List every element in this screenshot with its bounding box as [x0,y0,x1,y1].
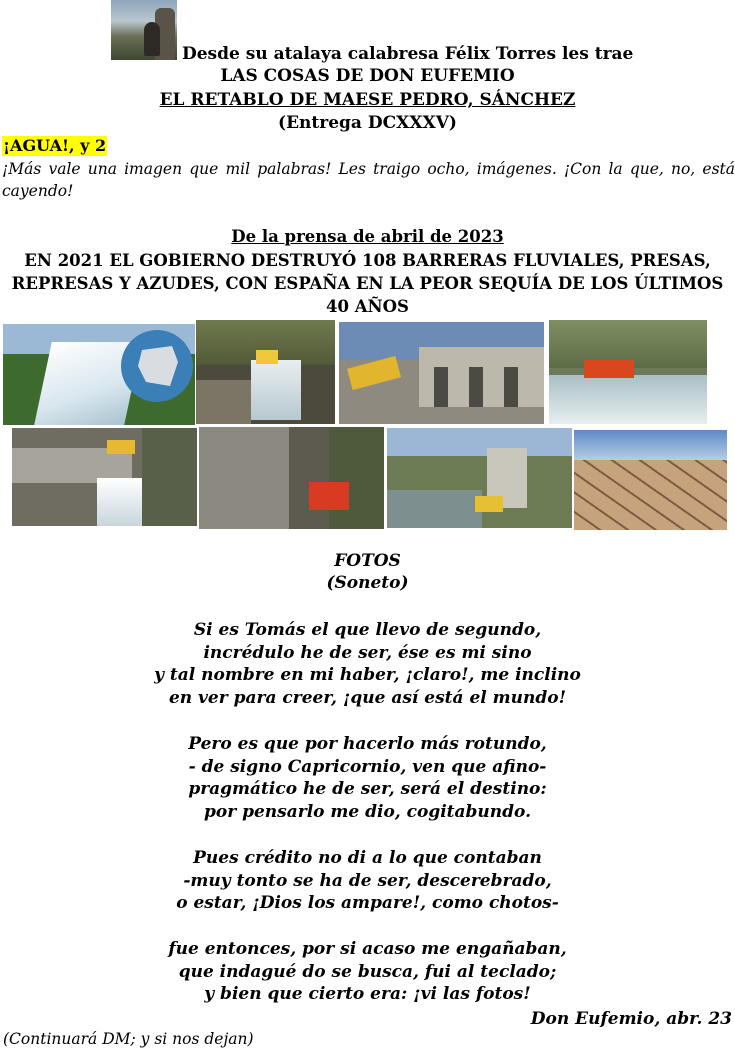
author-photo [111,0,177,60]
verse-line: y bien que cierto era: ¡vi las fotos! [204,984,531,1004]
stanza-3 [0,847,735,915]
press-date-heading: De la prensa de abril de 2023 [231,227,504,246]
verse-line: por pensarlo me dio, cogitabundo. [203,801,532,822]
verse-line: Pero es que por hacerlo más rotundo, [188,734,547,754]
photo-small-dam-waterfall [12,428,197,526]
headline-line-1: EN 2021 EL GOBIERNO DESTRUYÓ 108 BARRERAS FLUVIALES, PRESAS, [24,251,711,270]
stanza-1 [0,619,735,709]
series-title: LAS COSAS DE DON EUFEMIO [220,66,515,86]
signature: Don Eufemio, abr. 23 [530,1009,732,1029]
verse-line: -muy tonto se ha de ser, descerebrado, [183,870,552,891]
poem-subtitle: (Soneto) [326,573,409,593]
section-title: ¡AGUA!, y 2 [3,136,107,155]
photo-dam-excavator-yellow [387,428,572,528]
poem-title: FOTOS [334,551,401,571]
press-headline [0,249,735,318]
continued-note: (Continuará DM; y si nos dejan) [3,1030,254,1048]
verse-line: Si es Tomás el que llevo de segundo, [193,620,542,640]
photo-excavator-concrete [199,427,384,529]
verse-line: - de signo Capricornio, ven que afino- [188,756,547,777]
verse-line: en ver para creer, ¡que así está el mundo! [168,687,567,708]
headline-line-2: REPRESAS Y AZUDES, CON ESPAÑA EN LA PEOR SEQUÍA DE LOS ÚLTIMOS 40 AÑOS [11,274,724,316]
verse-line: que indagué do se busca, fui al teclado; [178,961,557,982]
photo-dam-spillway-map [3,324,195,425]
photo-excavator-river [196,320,335,424]
photo-dry-cracked-earth [574,430,727,530]
verse-line: y tal nombre en mi haber, ¡claro!, me inclino [154,665,581,685]
verse-line: pragmático he de ser, será el destino: [188,779,547,799]
photo-dam-demolition [339,322,544,424]
intro-paragraph: ¡Más vale una imagen que mil palabras! Les traigo ocho, imágenes. ¡Con la que, no, está cayendo! [2,160,735,200]
header-intro: Desde su atalaya calabresa Félix Torres les trae [182,44,634,64]
photo-weir-excavator [549,320,707,424]
verse-line: fue entonces, por si acaso me engañaban, [168,939,567,959]
entrega-number: (Entrega DCXXXV) [278,113,457,133]
retablo-title: EL RETABLO DE MAESE PEDRO, SÁNCHEZ [159,90,576,110]
stanza-4 [0,938,735,1006]
verse-line: o estar, ¡Dios los ampare!, como chotos- [176,893,559,913]
stanza-2 [0,733,735,823]
verse-line: incrédulo he de ser, ése es mi sino [203,642,532,663]
verse-line: Pues crédito no di a lo que contaban [193,848,542,868]
